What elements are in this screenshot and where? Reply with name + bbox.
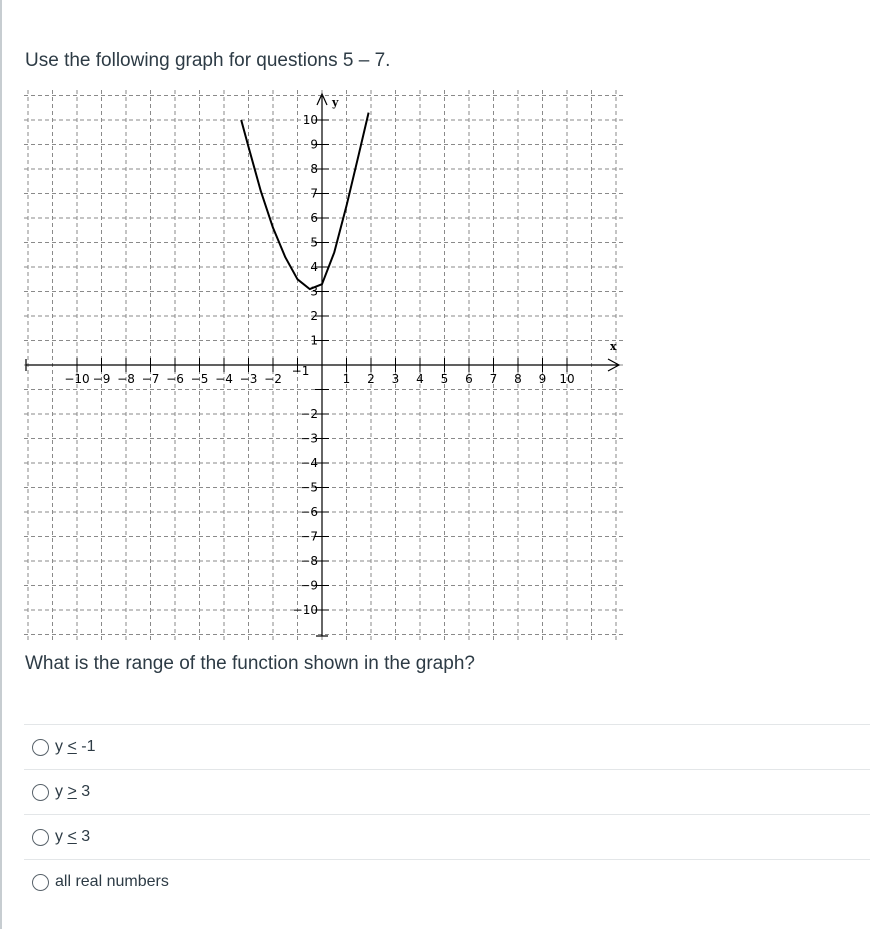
y-tick-label: 2 (310, 309, 318, 323)
x-tick-label: −10 (64, 372, 90, 386)
x-tick-label: −5 (190, 372, 209, 386)
y-tick-label: −8 (300, 554, 318, 568)
x-tick-label: −8 (117, 372, 135, 386)
question-text: What is the range of the function shown in the graph? (25, 653, 475, 674)
y-tick-label: 5 (310, 235, 318, 250)
x-tick-label: −2 (264, 372, 282, 386)
y-tick-label: 4 (310, 260, 318, 274)
y-tick-label: −6 (300, 505, 318, 519)
answer-choice[interactable] (24, 814, 870, 859)
function-graph (24, 90, 624, 640)
radio-button[interactable] (32, 874, 49, 891)
answer-label[interactable]: y > 3 (55, 783, 91, 800)
x-tick-label: 2 (367, 372, 375, 386)
x-tick-label: 1 (342, 372, 351, 386)
y-tick-label: 7 (310, 186, 318, 201)
x-tick-label: 5 (440, 372, 449, 386)
x-tick-label: 10 (559, 372, 575, 386)
x-tick-label: −9 (92, 372, 111, 386)
y-tick-label: −9 (300, 578, 318, 593)
y-tick-label: −7 (300, 529, 318, 544)
x-tick-label: 8 (514, 372, 522, 386)
intro-text: Use the following graph for questions 5 – 7. (25, 50, 391, 71)
x-tick-label: 3 (391, 372, 400, 386)
y-tick-label: −5 (300, 480, 318, 495)
answer-label[interactable]: y < 3 (55, 828, 91, 845)
answer-label[interactable]: all real numbers (55, 873, 169, 890)
y-tick-label: −3 (300, 431, 318, 446)
y-tick-label: −2 (300, 407, 318, 421)
radio-button[interactable] (32, 739, 49, 756)
y-tick-label: 8 (310, 162, 318, 176)
y-tick-label: 6 (310, 211, 318, 225)
radio-button[interactable] (32, 829, 49, 846)
x-tick-label: 9 (538, 372, 547, 386)
y-tick-label: 10 (302, 113, 318, 127)
y-tick-label: 9 (310, 137, 318, 152)
answer-choice[interactable] (24, 859, 870, 904)
answer-choice[interactable] (24, 724, 870, 769)
page-left-border (0, 0, 2, 929)
answer-choices (24, 724, 870, 904)
graph-svg (24, 90, 624, 640)
x-tick-label: −1 (291, 364, 310, 378)
x-tick-label: 7 (489, 372, 498, 386)
radio-button[interactable] (32, 784, 49, 801)
x-tick-label: −4 (215, 372, 233, 386)
answer-choice[interactable] (24, 769, 870, 814)
x-tick-label: −6 (166, 372, 184, 386)
y-tick-label: −4 (300, 456, 318, 470)
y-axis-label: y (332, 96, 339, 109)
x-tick-label: −7 (141, 372, 160, 386)
answer-label[interactable]: y < -1 (55, 738, 96, 755)
x-tick-label: 6 (465, 372, 473, 386)
y-tick-label: 1 (310, 333, 318, 348)
x-axis-label: x (610, 340, 617, 353)
x-tick-label: −3 (239, 372, 258, 386)
x-tick-label: 4 (416, 372, 424, 386)
function-curve (241, 113, 368, 290)
y-tick-label: 3 (310, 284, 318, 299)
y-tick-label: −10 (292, 603, 318, 617)
